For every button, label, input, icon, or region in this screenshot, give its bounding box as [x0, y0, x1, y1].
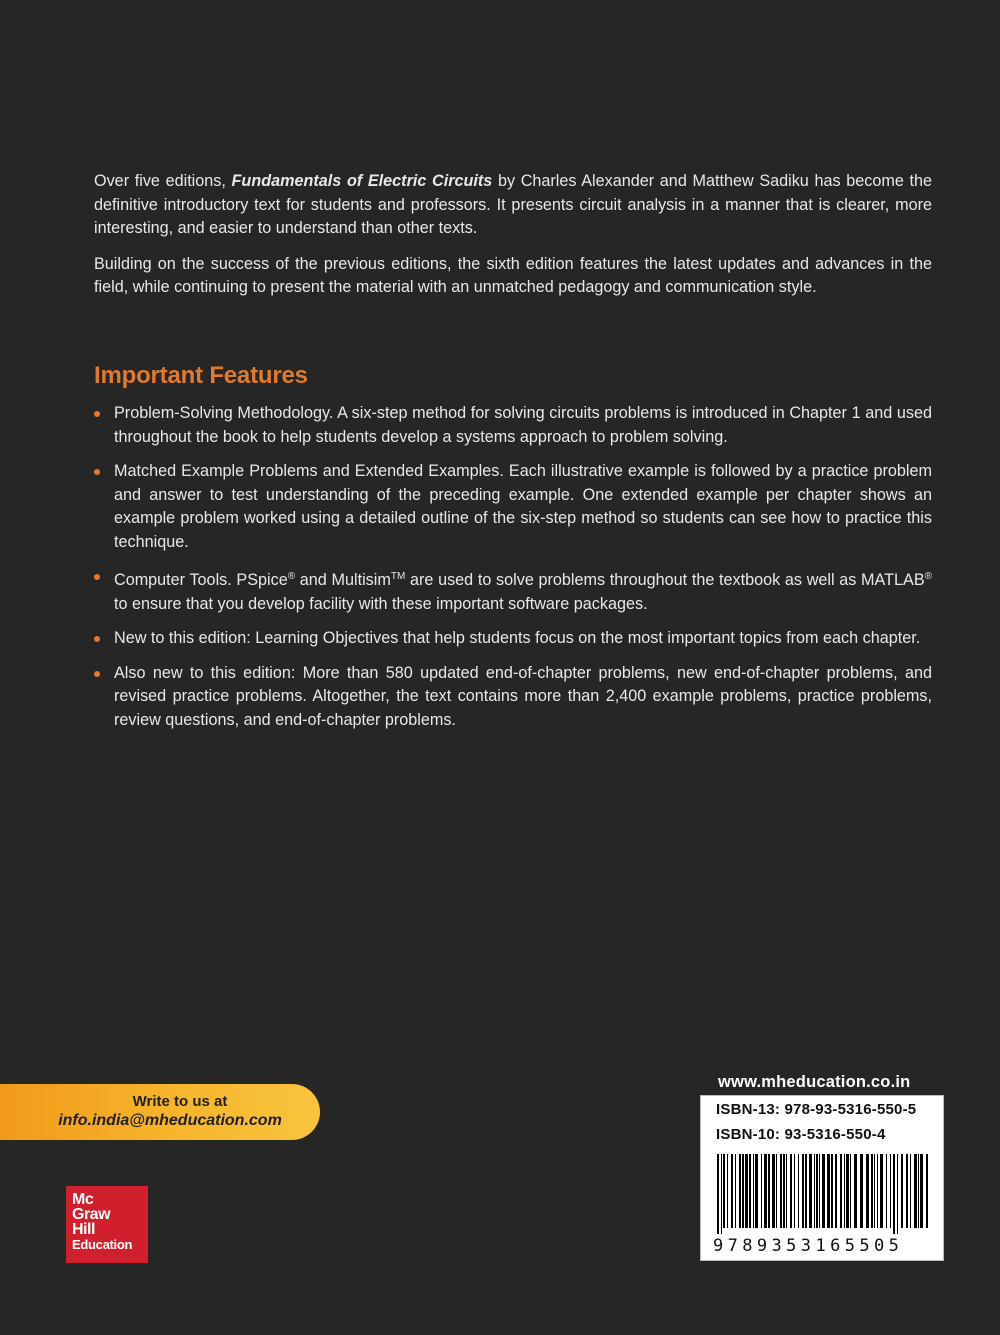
feature-text: New to this edition: Learning Objectives that help students focus on the most important topics from each chapter.: [114, 629, 921, 647]
feature-text: Matched Example Problems and Extended Examples. Each illustrative example is followed by a practice problem and answer to test understanding of the preceding example. One extended example per chapter shows an example problem worked using a detailed outline of the six-step method so students can see how to practice this technique.: [114, 462, 932, 551]
contact-email-link[interactable]: info.india@mheducation.com: [58, 1112, 282, 1129]
contact-label: Write to us at: [132, 1093, 228, 1110]
feature-text: [114, 571, 932, 613]
feature-item: [94, 402, 932, 449]
feature-item: [94, 565, 932, 616]
barcode-digits: 9789353165505: [713, 1236, 904, 1256]
bullet-icon: [94, 671, 100, 677]
barcode-icon: [715, 1154, 931, 1234]
intro-paragraph-1: [94, 170, 932, 241]
features-list: [94, 402, 932, 743]
intro-p1-after: by Charles Alexander and Matthew Sadiku has become the definitive introductory text for students and professors. It presents circuit analysis in a manner that is clearer, more interesting, and easier to understand than other texts.: [94, 172, 932, 237]
feature-text: Problem-Solving Methodology. A six-step method for solving circuits problems is introduced in Chapter 1 and used throughout the book to help students develop a systems approach to problem solving.: [114, 404, 932, 446]
registered-mark: ®: [287, 571, 296, 582]
bullet-icon: [94, 411, 100, 417]
logo-text-hill: Hill: [72, 1221, 95, 1238]
intro-p1-before: Over five editions,: [94, 172, 232, 190]
feature-text-part: are used to solve problems throughout the textbook as well as MATLAB: [405, 571, 925, 589]
registered-mark: ®: [924, 571, 932, 582]
isbn-13: ISBN-13: 978-93-5316-550-5: [716, 1101, 917, 1118]
feature-item: [94, 627, 932, 651]
isbn-box: [700, 1095, 944, 1261]
bullet-icon: [94, 469, 100, 475]
intro-paragraph-2: Building on the success of the previous editions, the sixth edition features the latest updates and advances in the field, while continuing to present the material with an unmatched pedagogy and communication style.: [94, 254, 932, 296]
feature-text-part: and Multisim: [295, 571, 391, 589]
logo-text-graw: Graw: [72, 1206, 111, 1223]
bullet-icon: [94, 636, 100, 642]
logo-text-mc: Mc: [72, 1191, 94, 1208]
publisher-logo: [66, 1186, 148, 1263]
book-title: Fundamentals of Electric Circuits: [231, 172, 493, 190]
features-heading: Important Features: [94, 362, 308, 389]
feature-text: Also new to this edition: More than 580 updated end-of-chapter problems, new end-of-chapter problems, and revised practice problems. Altogether, the text contains more than 2,400 example problems, practice problems, review questions, and end-of-chapter problems.: [114, 663, 932, 729]
feature-item: [94, 460, 932, 554]
logo-text-education: Education: [72, 1237, 133, 1252]
trademark-mark: TM: [390, 571, 406, 582]
contact-banner: [0, 1084, 320, 1140]
intro-section: [94, 170, 932, 312]
isbn-10: ISBN-10: 93-5316-550-4: [716, 1126, 886, 1143]
bullet-icon: [94, 574, 100, 580]
website-link[interactable]: www.mheducation.co.in: [718, 1073, 911, 1091]
feature-text-part: to ensure that you develop facility with these important software packages.: [114, 594, 648, 613]
feature-text-part: Computer Tools. PSpice: [114, 571, 288, 589]
feature-item: [94, 662, 932, 733]
